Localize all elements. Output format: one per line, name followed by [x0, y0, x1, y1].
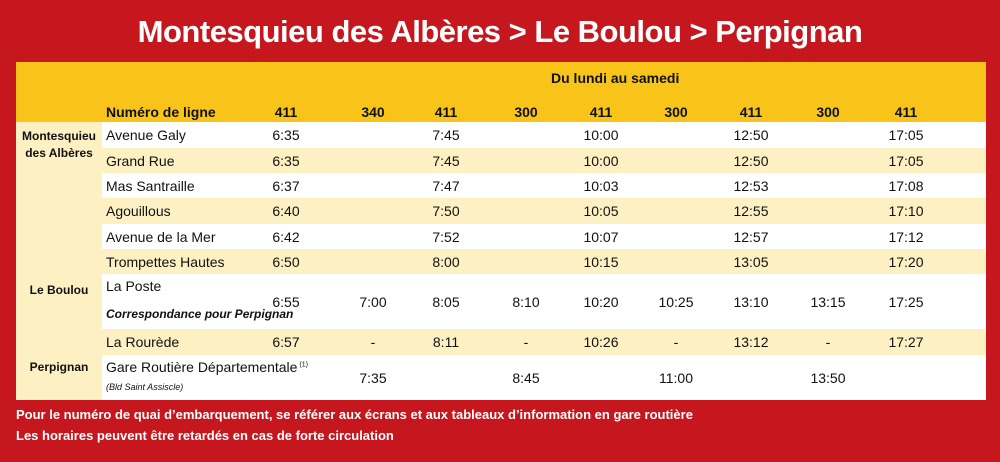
stop-subtitle: (Bld Saint Assiscle) [106, 382, 184, 392]
stop-name: La Poste [106, 278, 162, 294]
departure-time: 6:55 [272, 294, 300, 310]
departure-time: 8:10 [512, 294, 540, 310]
stop-name: Gare Routière Départementale $^{(1)}$ [106, 359, 308, 375]
departure-time: 6:50 [272, 254, 300, 270]
footer-note-1: Pour le numéro de quai d’embarquement, se référer aux écrans et aux tableaux d’information en gare routière [16, 407, 693, 422]
stop-name: Grand Rue [106, 153, 175, 169]
departure-time: 12:50 [733, 127, 769, 143]
stop-group-montesquieu: Montesquieu des Albères [22, 129, 96, 160]
footnote-marker: (1) [297, 361, 308, 369]
departure-time: 7:45 [432, 127, 460, 143]
departure-time: 13:10 [733, 294, 769, 310]
line-number-2: 340 [361, 104, 385, 120]
departure-time: 12:53 [733, 178, 769, 194]
stop-name: Mas Santraille [106, 178, 195, 194]
departure-time: 8:45 [512, 370, 540, 386]
departure-time: 17:10 [888, 203, 924, 219]
departure-time: 6:40 [272, 203, 300, 219]
departure-time: 17:20 [888, 254, 924, 270]
departure-time: 17:05 [888, 127, 924, 143]
departure-time: 17:05 [888, 153, 924, 169]
departure-time: 12:57 [733, 229, 769, 245]
departure-time: - [370, 334, 376, 350]
stop-name: Trompettes Hautes [106, 254, 225, 270]
stop-group-perpignan: Perpignan [29, 360, 89, 374]
departure-time: 6:57 [272, 334, 300, 350]
table-row [102, 148, 986, 173]
line-number-7: 411 [739, 104, 763, 120]
departure-time: 17:27 [888, 334, 924, 350]
period-label: Du lundi au samedi [551, 70, 680, 86]
departure-time: 7:45 [432, 153, 460, 169]
departure-time: 7:50 [432, 203, 460, 219]
table-row [102, 224, 986, 249]
departure-time: 7:52 [432, 229, 460, 245]
departure-time: 12:50 [733, 153, 769, 169]
departure-time: 10:00 [583, 127, 619, 143]
departure-time: 12:55 [733, 203, 769, 219]
departure-time: 8:00 [432, 254, 460, 270]
footer-note-2: Les horaires peuvent être retardés en cas de forte circulation [16, 428, 394, 443]
departure-time: 13:50 [810, 370, 846, 386]
departure-time: 6:35 [272, 127, 300, 143]
departure-time: 10:03 [583, 178, 619, 194]
line-number-4: 300 [514, 104, 538, 120]
line-number-1: 411 [274, 104, 298, 120]
departure-time: 6:42 [272, 229, 300, 245]
table-row [102, 173, 986, 198]
departure-time: 6:35 [272, 153, 300, 169]
line-number-label: Numéro de ligne [106, 104, 216, 120]
stop-name: La Rourède [106, 334, 180, 350]
stop-group-le-boulou: Le Boulou [29, 283, 89, 297]
departure-time: 8:11 [432, 334, 460, 350]
line-number-8: 300 [816, 104, 840, 120]
departure-time: 10:00 [583, 153, 619, 169]
departure-time: 13:15 [810, 294, 846, 310]
departure-time: - [673, 334, 679, 350]
departure-time: 10:15 [583, 254, 619, 270]
page-title: Montesquieu des Albères > Le Boulou > Perpignan [137, 14, 863, 49]
line-number-5: 411 [589, 104, 613, 120]
departure-time: 7:47 [432, 178, 460, 194]
departure-time: 17:08 [888, 178, 924, 194]
stop-subtitle: Correspondance pour Perpignan [106, 307, 294, 321]
table-row [102, 198, 986, 224]
stop-name: Avenue de la Mer [106, 229, 216, 245]
table-row [102, 122, 986, 148]
departure-time: 10:20 [583, 294, 619, 310]
line-number-3: 411 [434, 104, 458, 120]
departure-time: 8:05 [432, 294, 460, 310]
departure-time: - [523, 334, 529, 350]
departure-time: 7:00 [359, 294, 387, 310]
stop-name: Agouillous [106, 203, 171, 219]
timetable [16, 62, 986, 400]
departure-time: 13:12 [733, 334, 769, 350]
table-row [102, 249, 986, 274]
stop-name: Avenue Galy [106, 127, 186, 143]
departure-time: 17:12 [888, 229, 924, 245]
departure-time: 7:35 [359, 370, 387, 386]
departure-time: 6:37 [272, 178, 300, 194]
line-number-6: 300 [664, 104, 688, 120]
departure-time: 10:25 [658, 294, 694, 310]
departure-time: 13:05 [733, 254, 769, 270]
departure-time: 10:05 [583, 203, 619, 219]
departure-time: 17:25 [888, 294, 924, 310]
line-number-9: 411 [894, 104, 918, 120]
departure-time: 11:00 [659, 370, 693, 386]
departure-time: 10:26 [583, 334, 619, 350]
departure-time: - [825, 334, 831, 350]
departure-time: 10:07 [583, 229, 619, 245]
